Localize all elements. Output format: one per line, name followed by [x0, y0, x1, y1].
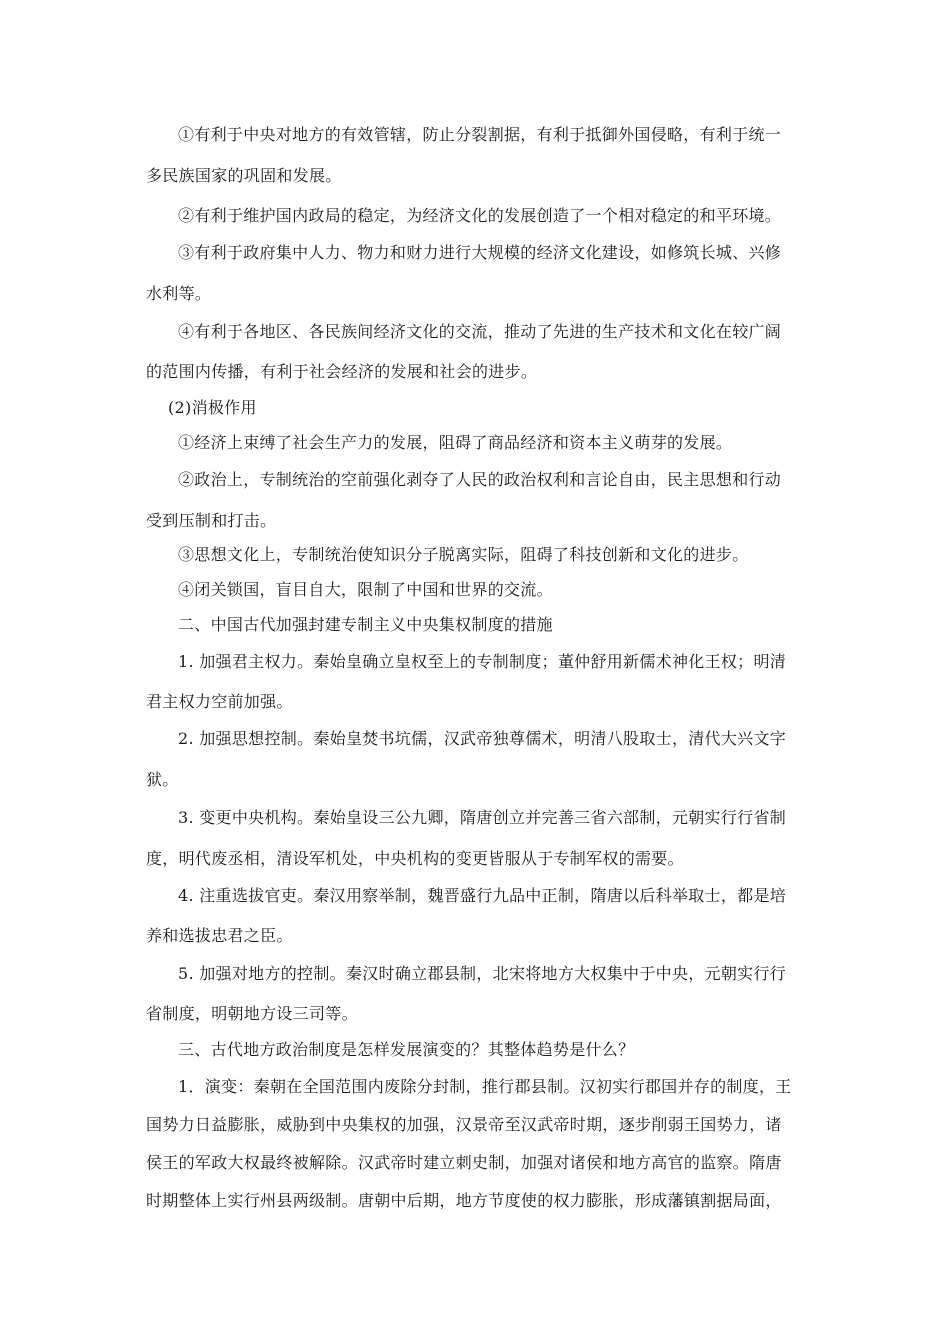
text-line: 5. 加强对地方的控制。秦汉时确立郡县制，北宋将地方大权集中于中央，元朝实行行: [178, 964, 787, 983]
text-line: ①有利于中央对地方的有效管辖，防止分裂割据，有利于抵御外国侵略，有利于统一: [178, 125, 782, 144]
text-line: 2. 加强思想控制。秦始皇焚书坑儒，汉武帝独尊儒术，明清八股取士，清代大兴文字: [178, 729, 787, 748]
text-line: 国势力日益膨胀，威胁到中央集权的加强，汉景帝至汉武帝时期，逐步削弱王国势力，诸: [146, 1115, 782, 1134]
text-line: 的范围内传播，有利于社会经济的发展和社会的进步。: [146, 362, 538, 381]
text-line: ④有利于各地区、各民族间经济文化的交流，推动了先进的生产技术和文化在较广阔: [178, 322, 782, 341]
text-line: 1．演变：秦朝在全国范围内废除分封制，推行郡县制。汉初实行郡国并存的制度，王: [178, 1077, 792, 1096]
section-heading: 二、中国古代加强封建专制主义中央集权制度的措施: [178, 615, 553, 634]
text-line: 时期整体上实行州县两级制。唐朝中后期，地方节度使的权力膨胀，形成藩镇割据局面，: [146, 1191, 782, 1210]
text-line: ②有利于维护国内政局的稳定，为经济文化的发展创造了一个相对稳定的和平环境。: [178, 206, 782, 225]
text-line: 多民族国家的巩固和发展。: [146, 166, 342, 185]
section-heading: (2)消极作用: [168, 398, 257, 417]
text-line: 狱。: [146, 770, 179, 789]
text-line: 养和选拔忠君之臣。: [146, 926, 293, 945]
text-line: 3. 变更中央机构。秦始皇设三公九卿，隋唐创立并完善三省六部制，元朝实行行省制: [178, 808, 787, 827]
text-line: 受到压制和打击。: [146, 511, 277, 530]
text-line: 君主权力空前加强。: [146, 692, 293, 711]
text-line: 水利等。: [146, 284, 212, 303]
text-line: ④闭关锁国，盲目自大，限制了中国和世界的交流。: [178, 580, 553, 599]
text-line: 4. 注重选拔官吏。秦汉用察举制，魏晋盛行九品中正制，隋唐以后科举取士，都是培: [178, 886, 787, 905]
text-line: 1. 加强君主权力。秦始皇确立皇权至上的专制制度；董仲舒用新儒术神化王权；明清: [178, 652, 787, 671]
text-line: ①经济上束缚了社会生产力的发展，阻碍了商品经济和资本主义萌芽的发展。: [178, 433, 733, 452]
text-line: ③有利于政府集中人力、物力和财力进行大规模的经济文化建设，如修筑长城、兴修: [178, 243, 782, 262]
section-heading: 三、古代地方政治制度是怎样发展演变的？其整体趋势是什么？: [178, 1040, 635, 1059]
text-line: 侯王的军政大权最终被解除。汉武帝时建立刺史制，加强对诸侯和地方高官的监察。隋唐: [146, 1153, 782, 1172]
text-line: ②政治上，专制统治的空前强化剥夺了人民的政治权利和言论自由，民主思想和行动: [178, 470, 782, 489]
text-line: 省制度，明朝地方设三司等。: [146, 1004, 358, 1023]
text-line: 度，明代废丞相，清设军机处，中央机构的变更皆服从于专制军权的需要。: [146, 849, 684, 868]
text-line: ③思想文化上，专制统治使知识分子脱离实际，阻碍了科技创新和文化的进步。: [178, 545, 749, 564]
